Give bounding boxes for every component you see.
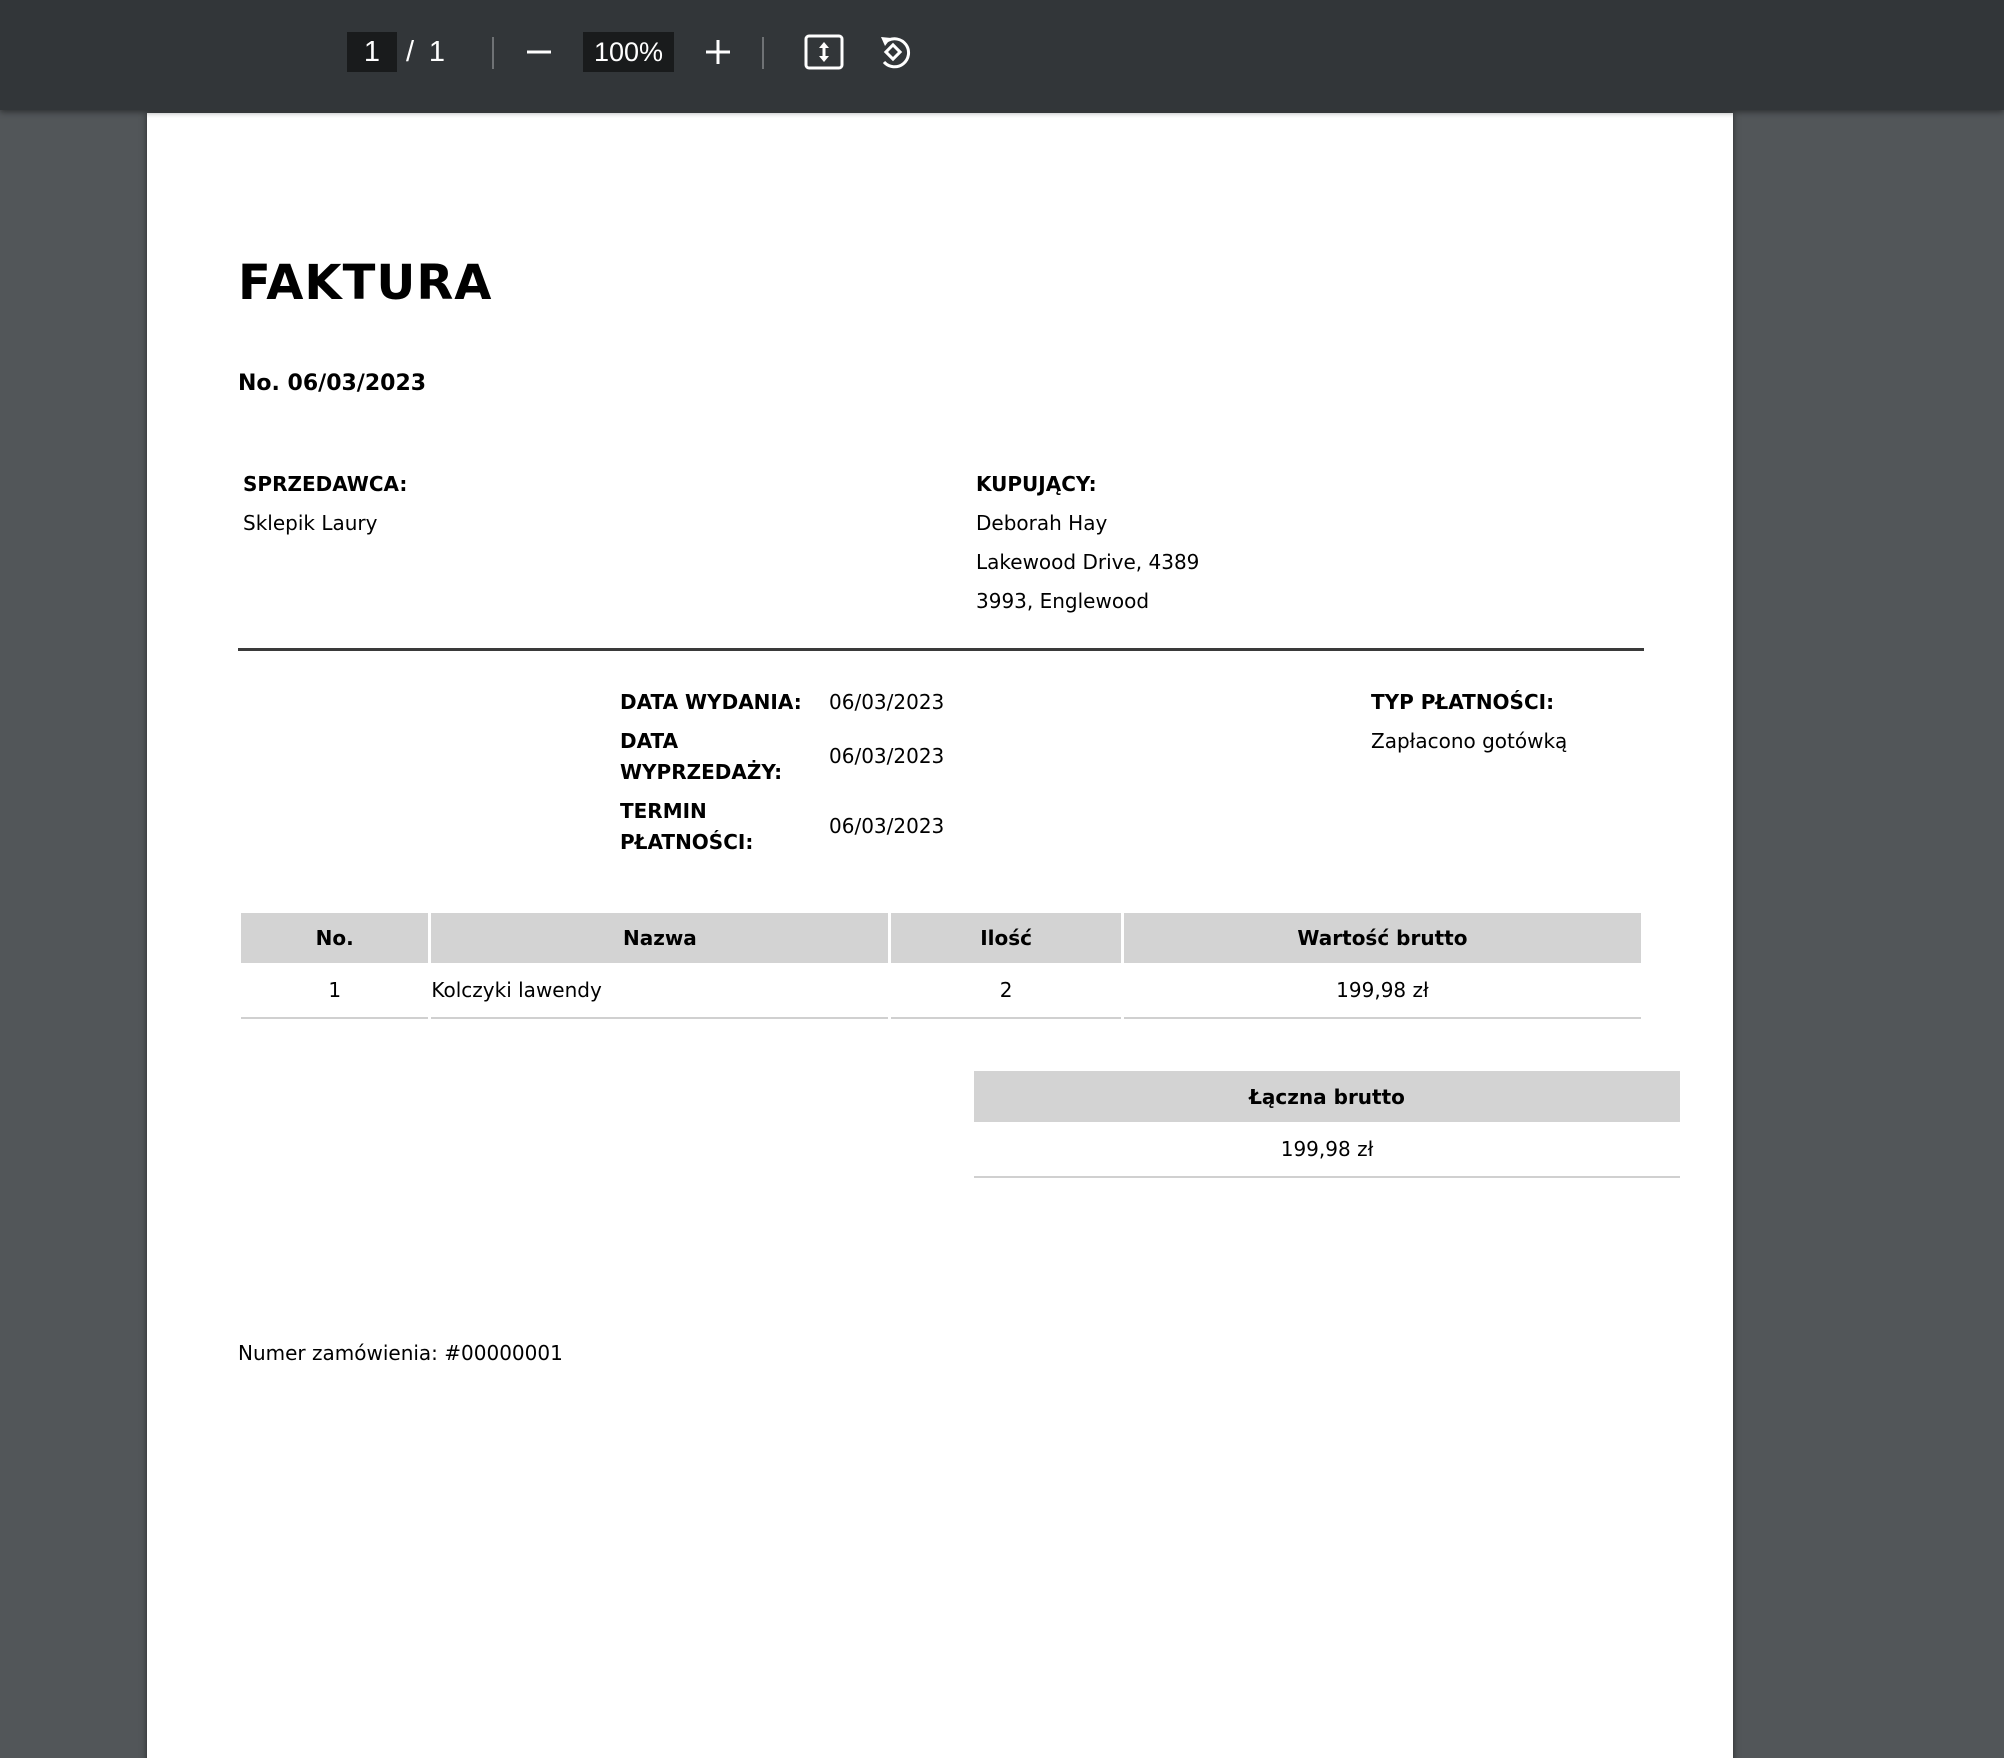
cell-gross: 199,98 zł bbox=[1124, 963, 1641, 1019]
total-value: 199,98 zł bbox=[974, 1122, 1680, 1177]
items-table bbox=[238, 913, 1644, 1019]
items-table-header bbox=[241, 913, 1641, 963]
pdf-page bbox=[147, 113, 1733, 1758]
zoom-out-icon bbox=[525, 38, 553, 66]
cell-qty: 2 bbox=[891, 963, 1120, 1019]
payment-type-value: Zapłacono gotówką bbox=[1371, 729, 1568, 753]
buyer-name: Deborah Hay bbox=[976, 511, 1108, 535]
divider bbox=[238, 648, 1644, 651]
cell-name: Kolczyki lawendy bbox=[431, 963, 888, 1019]
payment-type-label: TYP PŁATNOŚCI: bbox=[1371, 690, 1555, 714]
invoice-number: No. 06/03/2023 bbox=[238, 371, 427, 396]
toolbar-separator bbox=[492, 37, 494, 69]
seller-label: SPRZEDAWCA: bbox=[243, 472, 408, 496]
total-pages: 1 bbox=[428, 36, 446, 68]
due-date-label-line1: TERMIN bbox=[620, 799, 707, 823]
fit-page-icon bbox=[804, 34, 844, 70]
issue-date-label: DATA WYDANIA: bbox=[620, 690, 802, 714]
column-header-qty: Ilość bbox=[891, 913, 1120, 963]
zoom-in-button[interactable] bbox=[696, 30, 740, 74]
invoice-title: FAKTURA bbox=[238, 255, 493, 311]
pdf-toolbar bbox=[0, 0, 2004, 110]
rotate-button[interactable] bbox=[873, 30, 917, 74]
sale-date-value: 06/03/2023 bbox=[829, 744, 945, 768]
due-date-value: 06/03/2023 bbox=[829, 814, 945, 838]
seller-name: Sklepik Laury bbox=[243, 511, 378, 535]
zoom-level-input[interactable]: 100% bbox=[583, 32, 674, 72]
order-number: Numer zamówienia: #00000001 bbox=[238, 1341, 563, 1365]
column-header-name: Nazwa bbox=[431, 913, 888, 963]
fit-page-button[interactable] bbox=[802, 30, 846, 74]
sale-date-label-line1: DATA bbox=[620, 729, 679, 753]
buyer-address-line2: 3993, Englewood bbox=[976, 589, 1150, 613]
table-row bbox=[241, 963, 1641, 1019]
due-date-label-line2: PŁATNOŚCI: bbox=[620, 830, 754, 854]
sale-date-label-line2: WYPRZEDAŻY: bbox=[620, 760, 783, 784]
total-table bbox=[974, 1071, 1680, 1178]
toolbar-separator bbox=[762, 37, 764, 69]
rotate-icon bbox=[875, 32, 915, 72]
column-header-no: No. bbox=[241, 913, 428, 963]
table-row bbox=[974, 1122, 1680, 1177]
zoom-out-button[interactable] bbox=[517, 30, 561, 74]
buyer-address-line1: Lakewood Drive, 4389 bbox=[976, 550, 1200, 574]
total-label: Łączna brutto bbox=[974, 1071, 1680, 1122]
page-number-input[interactable]: 1 bbox=[347, 32, 397, 72]
cell-no: 1 bbox=[241, 963, 428, 1019]
page-separator: / bbox=[405, 36, 415, 68]
column-header-gross: Wartość brutto bbox=[1124, 913, 1641, 963]
issue-date-value: 06/03/2023 bbox=[829, 690, 945, 714]
buyer-label: KUPUJĄCY: bbox=[976, 472, 1097, 496]
zoom-in-icon bbox=[704, 38, 732, 66]
